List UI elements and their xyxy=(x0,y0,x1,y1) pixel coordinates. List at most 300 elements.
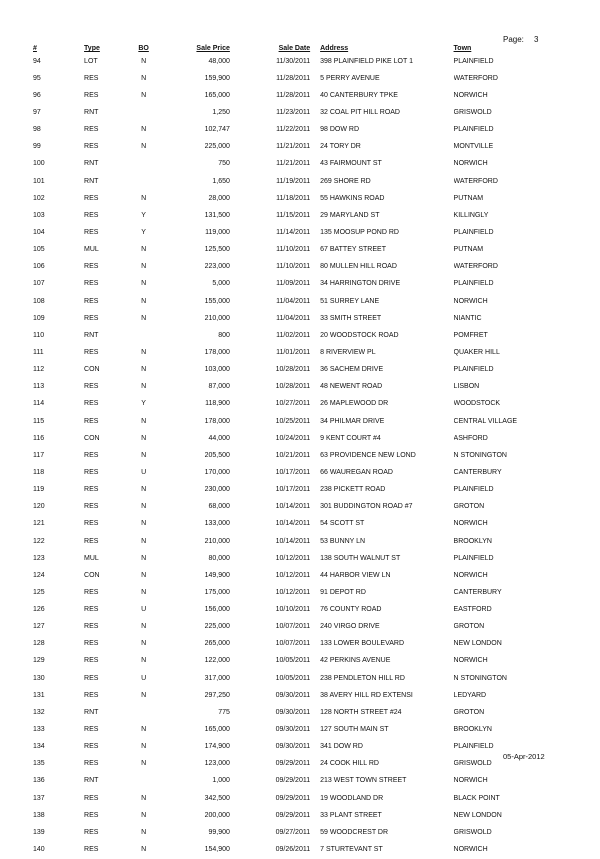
address: 269 SHORE RD xyxy=(320,177,371,185)
bo-flag: U xyxy=(141,674,147,682)
bo-flag: N xyxy=(141,126,147,134)
row-number: 98 xyxy=(33,126,41,134)
bo-flag: N xyxy=(141,366,147,374)
bo-flag: N xyxy=(141,314,147,322)
sale-price: 178,000 xyxy=(204,417,230,425)
sale-date: 09/27/2011 xyxy=(275,828,311,836)
property-type: RES xyxy=(84,486,99,494)
row-number: 140 xyxy=(33,846,45,854)
sale-date: 11/22/2011 xyxy=(276,126,311,134)
town: NIANTIC xyxy=(453,314,482,322)
bo-flag: N xyxy=(141,640,147,648)
property-type: RES xyxy=(84,400,99,408)
sale-price: 1,650 xyxy=(212,177,230,185)
property-type: RES xyxy=(84,91,99,99)
property-type: RES xyxy=(84,537,99,545)
sale-date: 10/14/2011 xyxy=(275,503,311,511)
footer-date: 05-Apr-2012 xyxy=(503,752,545,761)
page-label: Page: xyxy=(503,35,524,44)
row-number: 96 xyxy=(33,91,41,99)
sale-price: 342,500 xyxy=(204,794,230,802)
table-row xyxy=(33,53,563,70)
row-number: 117 xyxy=(33,451,45,459)
sale-date: 11/21/2011 xyxy=(276,143,311,151)
table-row xyxy=(33,841,563,858)
sale-price: 200,000 xyxy=(204,811,230,819)
sale-price: 1,000 xyxy=(212,777,230,785)
table-row xyxy=(33,619,563,636)
bo-flag: N xyxy=(141,537,147,545)
sale-price: 265,000 xyxy=(204,640,230,648)
town: LEDYARD xyxy=(453,691,487,699)
property-type: RES xyxy=(84,297,99,305)
address: 29 MARYLAND ST xyxy=(320,211,380,219)
table-row xyxy=(33,344,563,361)
row-number: 138 xyxy=(33,811,45,819)
town: MONTVILLE xyxy=(453,143,494,151)
table-row xyxy=(33,224,563,241)
table-row xyxy=(33,773,563,790)
table-row xyxy=(33,190,563,207)
bo-flag: N xyxy=(141,726,147,734)
row-number: 94 xyxy=(33,57,41,65)
sales-table xyxy=(33,43,563,859)
row-number: 124 xyxy=(33,571,45,579)
sale-price: 165,000 xyxy=(204,726,230,734)
town: PUTNAM xyxy=(453,194,484,202)
sale-date: 11/04/2011 xyxy=(276,314,311,322)
row-number: 122 xyxy=(33,537,45,545)
town: NEW LONDON xyxy=(453,640,502,648)
sale-price: 154,900 xyxy=(204,846,230,854)
table-row xyxy=(33,756,563,773)
sale-price: 225,000 xyxy=(204,143,230,151)
row-number: 103 xyxy=(33,211,45,219)
town: NORWICH xyxy=(453,846,488,854)
bo-flag: N xyxy=(141,794,147,802)
row-number: 114 xyxy=(33,400,45,408)
property-type: RES xyxy=(84,640,99,648)
town: PLAINFIELD xyxy=(453,57,494,65)
town: WOODSTOCK xyxy=(453,400,501,408)
table-row xyxy=(33,310,563,327)
property-type: CON xyxy=(84,434,100,442)
address: 48 NEWENT ROAD xyxy=(320,383,383,391)
sale-date: 10/17/2011 xyxy=(275,468,311,476)
bo-flag: N xyxy=(141,811,147,819)
sale-price: 174,900 xyxy=(204,743,230,751)
sale-date: 10/28/2011 xyxy=(275,366,311,374)
property-type: RNT xyxy=(84,177,99,185)
property-type: RES xyxy=(84,211,99,219)
bo-flag: N xyxy=(141,486,147,494)
table-row xyxy=(33,550,563,567)
sale-date: 10/05/2011 xyxy=(275,674,311,682)
property-type: RES xyxy=(84,657,99,665)
sale-date: 11/18/2011 xyxy=(276,194,311,202)
sale-price: 225,000 xyxy=(204,623,230,631)
bo-flag: N xyxy=(141,383,147,391)
sale-price: 165,000 xyxy=(204,91,230,99)
town: KILLINGLY xyxy=(453,211,489,219)
property-type: RES xyxy=(84,674,99,682)
town: BROOKLYN xyxy=(453,726,492,734)
sale-date: 10/12/2011 xyxy=(275,571,311,579)
bo-flag: N xyxy=(141,246,147,254)
sale-price: 175,000 xyxy=(204,588,230,596)
town: NORWICH xyxy=(453,657,488,665)
row-number: 131 xyxy=(33,691,45,699)
address: 133 LOWER BOULEVARD xyxy=(320,640,405,648)
sale-date: 10/24/2011 xyxy=(275,434,311,442)
sale-date: 09/26/2011 xyxy=(275,846,311,854)
bo-flag: N xyxy=(141,691,147,699)
sale-price: 28,000 xyxy=(208,194,230,202)
property-type: RES xyxy=(84,760,99,768)
bo-flag xyxy=(130,327,157,344)
row-number: 115 xyxy=(33,417,45,425)
address: 238 PICKETT ROAD xyxy=(320,486,386,494)
sale-date: 11/28/2011 xyxy=(276,91,311,99)
sale-date: 09/29/2011 xyxy=(275,777,311,785)
sale-price: 317,000 xyxy=(204,674,230,682)
town: PLAINFIELD xyxy=(453,126,494,134)
bo-flag: N xyxy=(141,451,147,459)
row-number: 121 xyxy=(33,520,45,528)
town: GROTON xyxy=(453,708,485,716)
row-number: 127 xyxy=(33,623,45,631)
property-type: RES xyxy=(84,348,99,356)
town: GROTON xyxy=(453,623,485,631)
bo-flag xyxy=(130,173,157,190)
bo-flag: N xyxy=(141,828,147,836)
town: CANTERBURY xyxy=(453,588,502,596)
property-type: RES xyxy=(84,74,99,82)
sale-price: 156,000 xyxy=(204,606,230,614)
sale-date: 11/01/2011 xyxy=(276,348,311,356)
bo-flag: N xyxy=(141,743,147,751)
sale-price: 80,000 xyxy=(208,554,230,562)
address: 5 PERRY AVENUE xyxy=(320,74,380,82)
property-type: RNT xyxy=(84,108,99,116)
bo-flag: N xyxy=(141,588,147,596)
address: 59 WOODCREST DR xyxy=(320,828,389,836)
column-header-town: Town xyxy=(453,45,472,52)
sale-date: 11/28/2011 xyxy=(276,74,311,82)
property-type: RNT xyxy=(84,777,99,785)
town: BLACK POINT xyxy=(453,794,500,802)
bo-flag xyxy=(130,156,157,173)
bo-flag: N xyxy=(141,91,147,99)
sale-price: 118,900 xyxy=(205,400,230,408)
town: PLAINFIELD xyxy=(453,743,494,751)
sale-date: 10/07/2011 xyxy=(275,640,311,648)
table-row xyxy=(33,293,563,310)
sale-price: 87,000 xyxy=(208,383,230,391)
sale-date: 11/21/2011 xyxy=(276,160,311,168)
row-number: 101 xyxy=(33,177,45,185)
sale-date: 11/09/2011 xyxy=(276,280,311,288)
table-row xyxy=(33,499,563,516)
property-type: RES xyxy=(84,691,99,699)
town: QUAKER HILL xyxy=(453,348,500,356)
row-number: 112 xyxy=(33,366,45,374)
property-type: RES xyxy=(84,417,99,425)
table-row xyxy=(33,259,563,276)
town: NORWICH xyxy=(453,160,488,168)
address: 36 SACHEM DRIVE xyxy=(320,366,384,374)
property-type: RES xyxy=(84,726,99,734)
table-row xyxy=(33,156,563,173)
table-row xyxy=(33,602,563,619)
address: 98 DOW RD xyxy=(320,126,360,134)
property-type: RES xyxy=(84,846,99,854)
column-header-sale-date: Sale Date xyxy=(278,45,311,52)
table-row xyxy=(33,242,563,259)
row-number: 126 xyxy=(33,606,45,614)
bo-flag: N xyxy=(141,57,147,65)
row-number: 137 xyxy=(33,794,45,802)
town: GRISWOLD xyxy=(453,828,492,836)
row-number: 100 xyxy=(33,160,45,168)
sale-price: 178,000 xyxy=(204,348,230,356)
table-row xyxy=(33,584,563,601)
table-row xyxy=(33,396,563,413)
row-number: 109 xyxy=(33,314,45,322)
sale-price: 1,250 xyxy=(212,108,230,116)
address: 398 PLAINFIELD PIKE LOT 1 xyxy=(320,57,413,65)
row-number: 134 xyxy=(33,743,45,751)
address: 9 KENT COURT #4 xyxy=(320,434,381,442)
address: 38 AVERY HILL RD EXTENSI xyxy=(320,691,413,699)
sale-price: 205,500 xyxy=(204,451,230,459)
table-row xyxy=(33,636,563,653)
sale-price: 210,000 xyxy=(204,537,230,545)
sale-price: 122,000 xyxy=(204,657,230,665)
sale-price: 297,250 xyxy=(204,691,230,699)
row-number: 113 xyxy=(33,383,45,391)
property-type: RES xyxy=(84,143,99,151)
address: 40 CANTERBURY TPKE xyxy=(320,91,398,99)
town: NORWICH xyxy=(453,571,488,579)
row-number: 105 xyxy=(33,246,45,254)
sale-date: 11/15/2011 xyxy=(276,211,311,219)
town: GRISWOLD xyxy=(453,108,492,116)
bo-flag: N xyxy=(141,74,147,82)
sale-date: 09/30/2011 xyxy=(275,726,311,734)
address: 24 TORY DR xyxy=(320,143,361,151)
sale-date: 10/05/2011 xyxy=(275,657,311,665)
table-row xyxy=(33,739,563,756)
row-number: 136 xyxy=(33,777,45,785)
row-number: 106 xyxy=(33,263,45,271)
bo-flag: Y xyxy=(141,228,146,236)
property-type: RES xyxy=(84,126,99,134)
bo-flag: U xyxy=(141,606,147,614)
sale-date: 09/30/2011 xyxy=(275,708,311,716)
row-number: 110 xyxy=(33,331,45,339)
town: NORWICH xyxy=(453,520,488,528)
sale-price: 155,000 xyxy=(204,297,230,305)
bo-flag: N xyxy=(141,623,147,631)
town: BROOKLYN xyxy=(453,537,492,545)
property-type: RES xyxy=(84,280,99,288)
sale-date: 10/14/2011 xyxy=(275,537,311,545)
row-number: 118 xyxy=(33,468,45,476)
table-row xyxy=(33,70,563,87)
bo-flag: N xyxy=(141,280,147,288)
address: 33 SMITH STREET xyxy=(320,314,382,322)
property-type: RES xyxy=(84,743,99,751)
address: 128 NORTH STREET #24 xyxy=(320,708,402,716)
property-type: CON xyxy=(84,571,100,579)
sale-price: 44,000 xyxy=(208,434,230,442)
town: EASTFORD xyxy=(453,606,492,614)
row-number: 139 xyxy=(33,828,45,836)
row-number: 107 xyxy=(33,280,45,288)
town: NEW LONDON xyxy=(453,811,502,819)
column-header-sale-price: Sale Price xyxy=(196,45,230,52)
row-number: 120 xyxy=(33,503,45,511)
bo-flag: N xyxy=(141,348,147,356)
table-row xyxy=(33,704,563,721)
town: PLAINFIELD xyxy=(453,554,494,562)
sale-date: 11/23/2011 xyxy=(276,108,311,116)
row-number: 97 xyxy=(33,108,41,116)
bo-flag: N xyxy=(141,554,147,562)
row-number: 133 xyxy=(33,726,45,734)
sale-date: 10/12/2011 xyxy=(275,554,311,562)
sale-date: 09/30/2011 xyxy=(275,691,311,699)
address: 24 COOK HILL RD xyxy=(320,760,379,768)
table-row xyxy=(33,516,563,533)
table-row xyxy=(33,379,563,396)
sale-price: 99,900 xyxy=(208,828,230,836)
sale-date: 11/30/2011 xyxy=(276,57,311,65)
bo-flag xyxy=(130,704,157,721)
bo-flag: N xyxy=(141,571,147,579)
bo-flag xyxy=(130,104,157,121)
bo-flag: N xyxy=(141,143,147,151)
property-type: RES xyxy=(84,263,99,271)
address: 55 HAWKINS ROAD xyxy=(320,194,385,202)
bo-flag: U xyxy=(141,468,147,476)
sale-price: 210,000 xyxy=(204,314,230,322)
property-type: RES xyxy=(84,588,99,596)
table-row xyxy=(33,464,563,481)
sale-date: 10/10/2011 xyxy=(275,606,311,614)
address: 53 BUNNY LN xyxy=(320,537,366,545)
town: PUTNAM xyxy=(453,246,484,254)
bo-flag: Y xyxy=(141,211,146,219)
row-number: 102 xyxy=(33,194,45,202)
address: 26 MAPLEWOOD DR xyxy=(320,400,389,408)
table-row xyxy=(33,430,563,447)
bo-flag: Y xyxy=(141,400,146,408)
sale-price: 223,000 xyxy=(204,263,230,271)
property-type: RES xyxy=(84,314,99,322)
table-row xyxy=(33,173,563,190)
address: 213 WEST TOWN STREET xyxy=(320,777,407,785)
property-type: RES xyxy=(84,606,99,614)
town: NORWICH xyxy=(453,297,488,305)
table-row xyxy=(33,362,563,379)
table-row xyxy=(33,533,563,550)
table-row xyxy=(33,653,563,670)
property-type: RES xyxy=(84,451,99,459)
address: 43 FAIRMOUNT ST xyxy=(320,160,382,168)
sale-price: 68,000 xyxy=(208,503,230,511)
address: 67 BATTEY STREET xyxy=(320,246,386,254)
town: CANTERBURY xyxy=(453,468,502,476)
property-type: RNT xyxy=(84,331,99,339)
table-row xyxy=(33,824,563,841)
sale-price: 230,000 xyxy=(204,486,230,494)
property-type: RES xyxy=(84,520,99,528)
sale-date: 11/02/2011 xyxy=(276,331,311,339)
address: 19 WOODLAND DR xyxy=(320,794,384,802)
row-number: 99 xyxy=(33,143,41,151)
address: 63 PROVIDENCE NEW LOND xyxy=(320,451,416,459)
bo-flag: N xyxy=(141,503,147,511)
property-type: LOT xyxy=(84,57,98,65)
property-type: CON xyxy=(84,366,100,374)
sale-price: 170,000 xyxy=(204,468,230,476)
row-number: 95 xyxy=(33,74,41,82)
column-header-type: Type xyxy=(84,45,100,52)
sale-price: 775 xyxy=(218,708,230,716)
bo-flag xyxy=(130,773,157,790)
address: 8 RIVERVIEW PL xyxy=(320,348,376,356)
sale-price: 133,000 xyxy=(204,520,230,528)
table-body xyxy=(33,53,563,859)
sale-price: 800 xyxy=(218,331,230,339)
property-type: RES xyxy=(84,794,99,802)
row-number: 119 xyxy=(33,486,45,494)
table-row xyxy=(33,687,563,704)
table-row xyxy=(33,721,563,738)
address: 32 COAL PIT HILL ROAD xyxy=(320,108,400,116)
sale-date: 11/10/2011 xyxy=(276,246,311,254)
sale-date: 10/07/2011 xyxy=(275,623,311,631)
sale-date: 10/21/2011 xyxy=(275,451,311,459)
town: GROTON xyxy=(453,503,485,511)
sale-price: 123,000 xyxy=(204,760,230,768)
bo-flag: N xyxy=(141,263,147,271)
property-type: RES xyxy=(84,383,99,391)
sale-date: 09/29/2011 xyxy=(275,794,311,802)
sale-date: 10/14/2011 xyxy=(275,520,311,528)
property-type: RES xyxy=(84,811,99,819)
table-row xyxy=(33,413,563,430)
sale-date: 10/27/2011 xyxy=(275,400,311,408)
address: 135 MOOSUP POND RD xyxy=(320,228,399,236)
address: 240 VIRGO DRIVE xyxy=(320,623,380,631)
address: 54 SCOTT ST xyxy=(320,520,365,528)
table-row xyxy=(33,104,563,121)
address: 341 DOW RD xyxy=(320,743,363,751)
row-number: 123 xyxy=(33,554,45,562)
bo-flag: N xyxy=(141,297,147,305)
table-row xyxy=(33,276,563,293)
table-row xyxy=(33,482,563,499)
sale-date: 09/30/2011 xyxy=(275,743,311,751)
address: 34 PHILMAR DRIVE xyxy=(320,417,385,425)
row-number: 125 xyxy=(33,588,45,596)
property-type: MUL xyxy=(84,246,99,254)
town: POMFRET xyxy=(453,331,488,339)
sale-date: 10/12/2011 xyxy=(275,588,311,596)
